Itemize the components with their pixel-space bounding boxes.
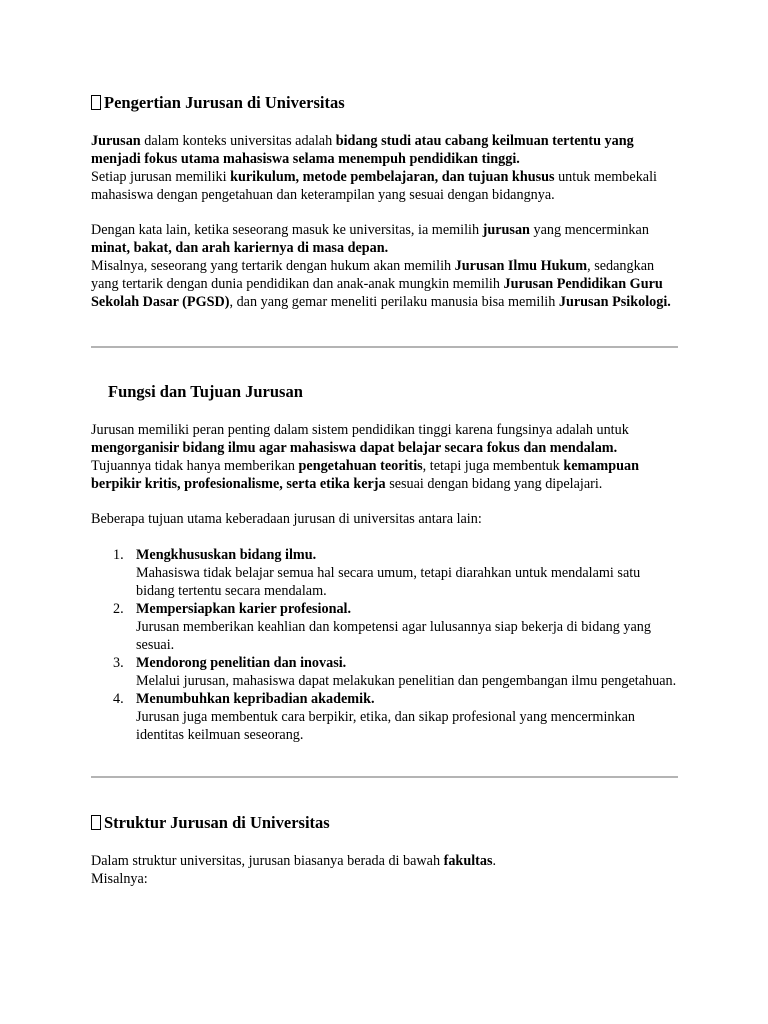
text: yang mencerminkan [529,222,649,238]
bold-text: pengetahuan teoritis [298,458,423,474]
list-item [91,690,681,744]
text: Setiap jurusan memiliki [91,169,231,185]
horizontal-divider [91,346,678,348]
list-number: 1. [113,547,124,563]
paragraph-function [91,421,681,493]
text: Dalam struktur universitas, jurusan biasanya berada di bawah [91,853,444,869]
list-item-desc: Jurusan juga membentuk cara berpikir, etika, dan sikap profesional yang mencerminkan identitas keilmuan seseorang. [136,709,635,743]
bold-text: minat, bakat, dan arah kariernya di masa depan. [91,240,389,256]
text: dalam konteks universitas adalah [140,133,336,149]
text: Misalnya: [91,871,148,887]
section-heading-text: Struktur Jurusan di Universitas [104,813,330,832]
text: , sedangkan yang tertarik dengan dunia pendidikan dan anak-anak mungkin memilih [91,258,655,292]
text: , dan yang gemar meneliti perilaku manusia bisa memilih [229,294,559,310]
list-item [91,546,681,600]
text: sesuai dengan bidang yang dipelajari. [385,476,603,492]
text: Misalnya, seseorang yang tertarik dengan hukum akan memilih [91,258,455,274]
bold-text: bidang studi atau cabang keilmuan tertentu yang menjadi fokus utama mahasiswa selama menempuh pendidikan tinggi. [91,133,634,167]
bold-text: fakultas [443,853,493,869]
list-item-title: Mendorong penelitian dan inovasi. [136,655,347,671]
list-number: 3. [113,655,124,671]
list-number: 2. [113,601,124,617]
goals-list [91,546,681,744]
text: Dengan kata lain, ketika seseorang masuk ke universitas, ia memilih [91,222,483,238]
text: untuk membekali mahasiswa dengan pengetahuan dan keterampilan yang sesuai dengan bidangnya. [91,169,657,203]
bold-text: mengorganisir bidang ilmu agar mahasiswa dapat belajar secara fokus dan mendalam. [91,440,618,456]
text: . [492,853,497,869]
list-item-title: Mempersiapkan karier profesional. [136,601,352,617]
section-heading-text: Pengertian Jurusan di Universitas [104,93,345,112]
list-item [91,654,681,690]
text: , tetapi juga membentuk [422,458,564,474]
bold-text: Jurusan Psikologi. [558,294,671,310]
bold-text: Jurusan Pendidikan Guru Sekolah Dasar (PGSD) [91,276,663,310]
paragraph-definition [91,132,681,204]
section-heading-fungsi [108,382,303,402]
paragraph-list-intro: Beberapa tujuan utama keberadaan jurusan di universitas antara lain: [91,511,482,527]
missing-glyph-icon [91,815,101,830]
list-item-desc: Melalui jurusan, mahasiswa dapat melakukan penelitian dan pengembangan ilmu pengetahuan. [136,673,677,689]
section-heading-struktur [91,813,330,833]
bold-text: Jurusan Ilmu Hukum [454,258,588,274]
list-item [91,600,681,654]
section-heading-pengertian [91,93,345,113]
paragraph-structure [91,852,681,888]
list-item-desc: Mahasiswa tidak belajar semua hal secara umum, tetapi diarahkan untuk mendalami satu bidang tertentu secara mendalam. [136,565,641,599]
list-item-title: Mengkhususkan bidang ilmu. [136,547,317,563]
list-item-title: Menumbuhkan kepribadian akademik. [136,691,375,707]
text: Jurusan memiliki peran penting dalam sistem pendidikan tinggi karena fungsinya adalah untuk [91,422,629,438]
bold-text: kemampuan berpikir kritis, profesionalisme, serta etika kerja [91,458,639,492]
paragraph-example [91,221,681,311]
section-heading-text: Fungsi dan Tujuan Jurusan [108,382,303,401]
bold-text: kurikulum, metode pembelajaran, dan tujuan khusus [230,169,555,185]
list-number: 4. [113,691,124,707]
bold-text: jurusan [482,222,530,238]
missing-glyph-icon [91,95,101,110]
bold-text: Jurusan [91,133,141,149]
text: Tujuannya tidak hanya memberikan [91,458,299,474]
horizontal-divider [91,776,678,778]
list-item-desc: Jurusan memberikan keahlian dan kompetensi agar lulusannya siap bekerja di bidang yang sesuai. [136,619,651,653]
